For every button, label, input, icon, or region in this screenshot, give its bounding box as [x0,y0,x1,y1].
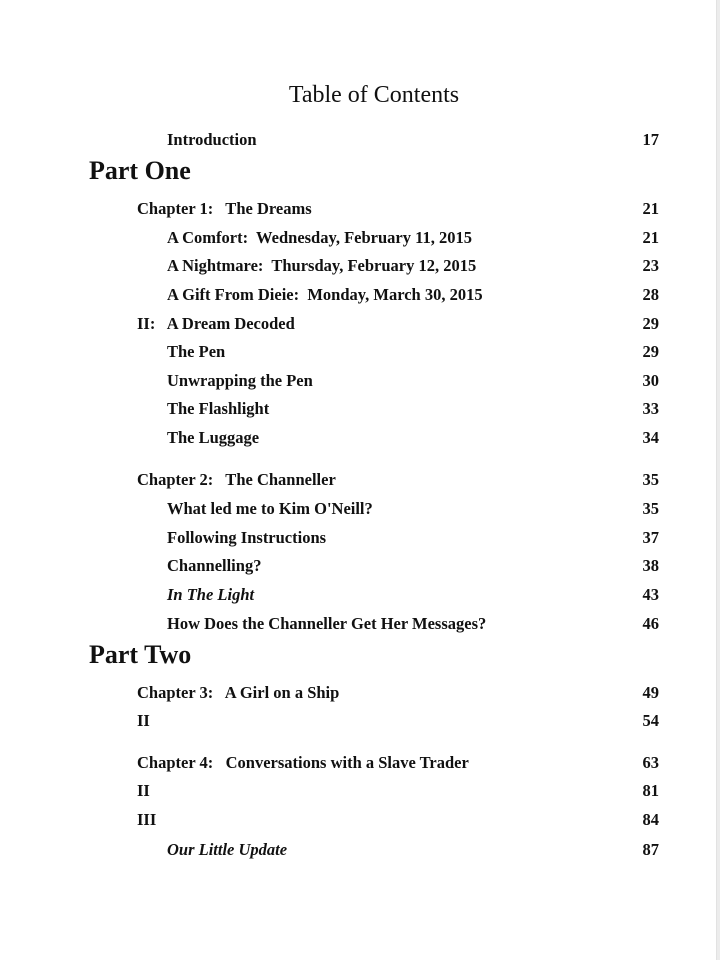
toc-entry-page-number: 23 [642,256,659,275]
toc-entry-label: III [137,810,157,829]
toc-entry-page-number: 30 [642,371,659,390]
toc-entry-page-number: 63 [642,753,659,772]
toc-entry[interactable] [0,810,720,832]
toc-entry-label: Introduction [167,130,257,149]
toc-entry-label: Chapter 4: Conversations with a Slave Trader [137,753,469,772]
toc-entry-page-number: 21 [642,199,659,218]
toc-entry-label: Chapter 1: The Dreams [137,199,312,218]
toc-entry[interactable] [0,556,720,578]
part-heading: Part One [89,156,191,185]
toc-entry-label: Unwrapping the Pen [167,371,313,390]
part-heading: Part Two [89,640,192,669]
toc-entry-label: A Gift From Dieie: Monday, March 30, 2015 [167,285,483,304]
toc-entry-label: Our Little Update [167,840,288,859]
toc-entry[interactable] [0,753,720,775]
toc-entry-page-number: 37 [642,528,659,547]
toc-entry-page-number: 43 [642,585,659,604]
toc-entry-label: What led me to Kim O'Neill? [167,499,373,518]
toc-entry-label: II [137,711,150,730]
toc-entry-label: The Pen [167,342,226,361]
toc-entry-label: Channelling? [167,556,262,575]
toc-entry-label: II: A Dream Decoded [137,314,295,333]
toc-entry[interactable] [0,199,720,221]
toc-entry-page-number: 38 [642,556,659,575]
toc-entry-label: A Nightmare: Thursday, February 12, 2015 [167,256,477,275]
toc-entry-label: Chapter 3: A Girl on a Ship [137,683,340,702]
toc-entry-page-number: 21 [642,228,659,247]
toc-entry[interactable] [0,585,720,607]
page-title: Table of Contents [288,82,460,108]
toc-entry-label: How Does the Channeller Get Her Messages? [167,614,487,633]
toc-entry[interactable] [0,130,720,152]
toc-entry[interactable] [0,342,720,364]
toc-entry-label: The Luggage [167,428,260,447]
toc-entry-page-number: 46 [642,614,659,633]
toc-entry[interactable] [0,470,720,492]
toc-entry-page-number: 29 [642,342,659,361]
toc-entry-page-number: 84 [642,810,659,829]
toc-entry-page-number: 81 [642,781,659,800]
toc-entry-page-number: 34 [642,428,659,447]
toc-entry-page-number: 33 [642,399,659,418]
toc-entry[interactable] [0,499,720,521]
toc-entry[interactable] [0,314,720,336]
toc-entry-page-number: 54 [642,711,659,730]
toc-entry-page-number: 87 [642,840,659,859]
toc-entry[interactable] [0,399,720,421]
toc-entry-label: Following Instructions [167,528,327,547]
toc-entry-page-number: 35 [642,499,659,518]
toc-entry[interactable] [0,781,720,803]
toc-entry-page-number: 35 [642,470,659,489]
toc-entry[interactable] [0,614,720,636]
toc-entry-label: II [137,781,150,800]
toc-entry[interactable] [0,228,720,250]
toc-entry-label: In The Light [167,585,255,604]
toc-entry-page-number: 28 [642,285,659,304]
toc-entry[interactable] [0,683,720,705]
toc-entry[interactable] [0,256,720,278]
toc-entry[interactable] [0,371,720,393]
toc-entry[interactable] [0,285,720,307]
toc-entry[interactable] [0,711,720,733]
toc-entry[interactable] [0,840,720,862]
toc-entry-page-number: 29 [642,314,659,333]
toc-entry-page-number: 17 [642,130,659,149]
toc-entry-label: The Flashlight [167,399,270,418]
toc-entry-page-number: 49 [642,683,659,702]
toc-entry-label: Chapter 2: The Channeller [137,470,336,489]
toc-entry[interactable] [0,528,720,550]
toc-entry[interactable] [0,428,720,450]
toc-entry-label: A Comfort: Wednesday, February 11, 2015 [167,228,472,247]
